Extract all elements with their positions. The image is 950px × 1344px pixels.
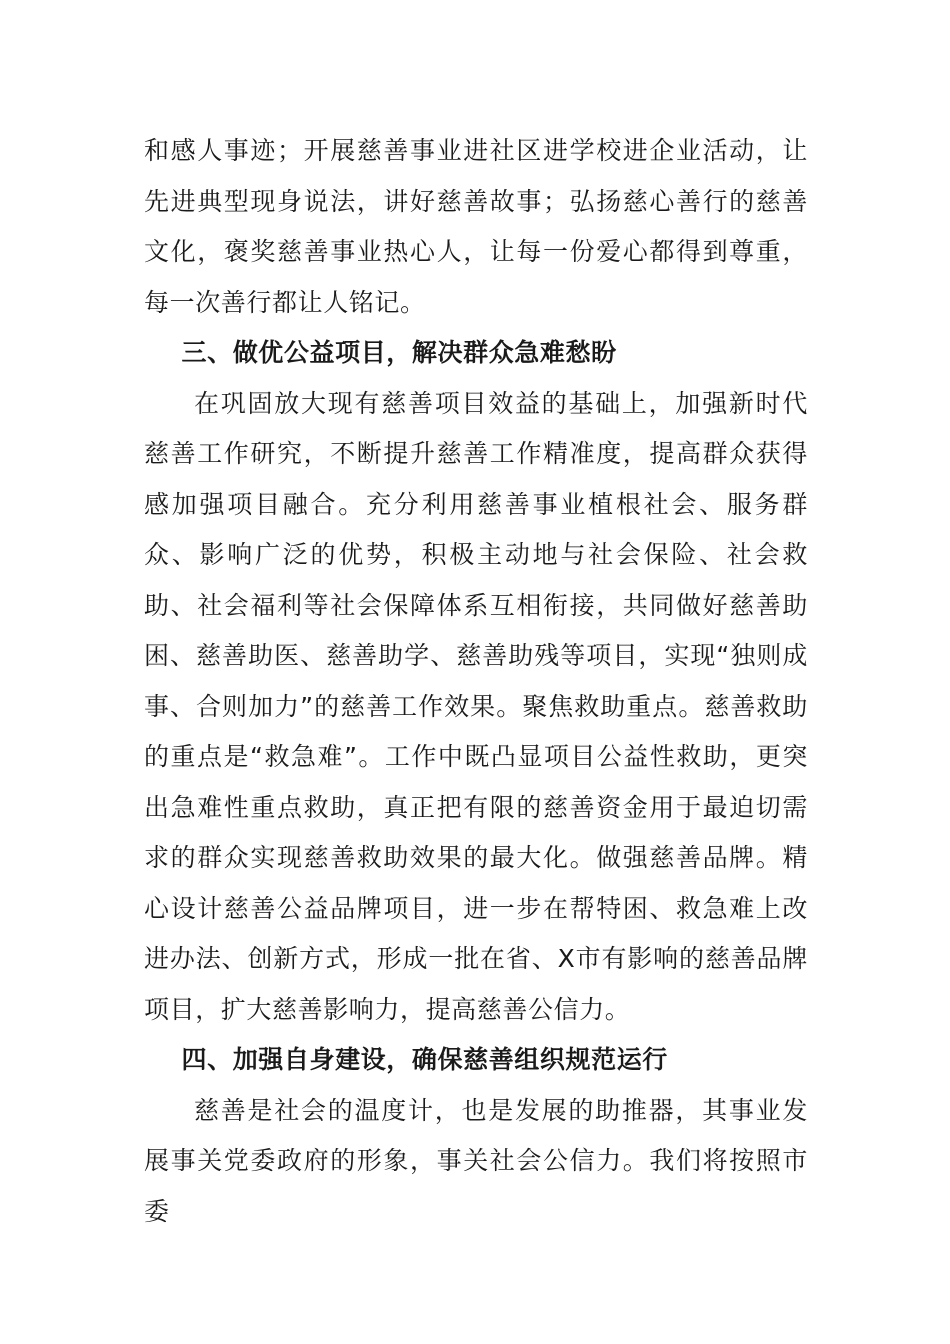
paragraph-section-3: 在巩固放大现有慈善项目效益的基础上，加强新时代慈善工作研究，不断提升慈善工作精准度，提高群众获得感加强项目融合。充分利用慈善事业植根社会、服务群众、影响广泛的优势，积极主动地与社会保险、社会救助、社会福利等社会保障体系互相衔接，共同做好慈善助困、慈善助医、慈善助学、慈善助残等项目，实现“独则成事、合则加力”的慈善工作效果。聚焦救助重点。慈善救助的重点是“救急难”。工作中既凸显项目公益性救助，更突出急难性重点救助，真正把有限的慈善资金用于最迫切需求的群众实现慈善救助效果的最大化。做强慈善品牌。精心设计慈善公益品牌项目，进一步在帮特困、救急难上改进办法、创新方式，形成一批在省、X市有影响的慈善品牌项目，扩大慈善影响力，提高慈善公信力。 [144,388,808,1024]
section-heading-3: 三、做优公益项目，解决群众急难愁盼 [181,338,617,367]
section-heading-4: 四、加强自身建设，确保慈善组织规范运行 [181,1045,668,1074]
document-body [144,126,808,1237]
paragraph-section-4: 慈善是社会的温度计，也是发展的助推器，其事业发展事关党委政府的形象，事关社会公信力。我们将按照市委 [144,1095,808,1226]
paragraph-continued: 和感人事迹；开展慈善事业进社区进学校进企业活动，让先进典型现身说法，讲好慈善故事；弘扬慈心善行的慈善文化，褒奖慈善事业热心人，让每一份爱心都得到尊重，每一次善行都让人铭记。 [144,136,808,317]
